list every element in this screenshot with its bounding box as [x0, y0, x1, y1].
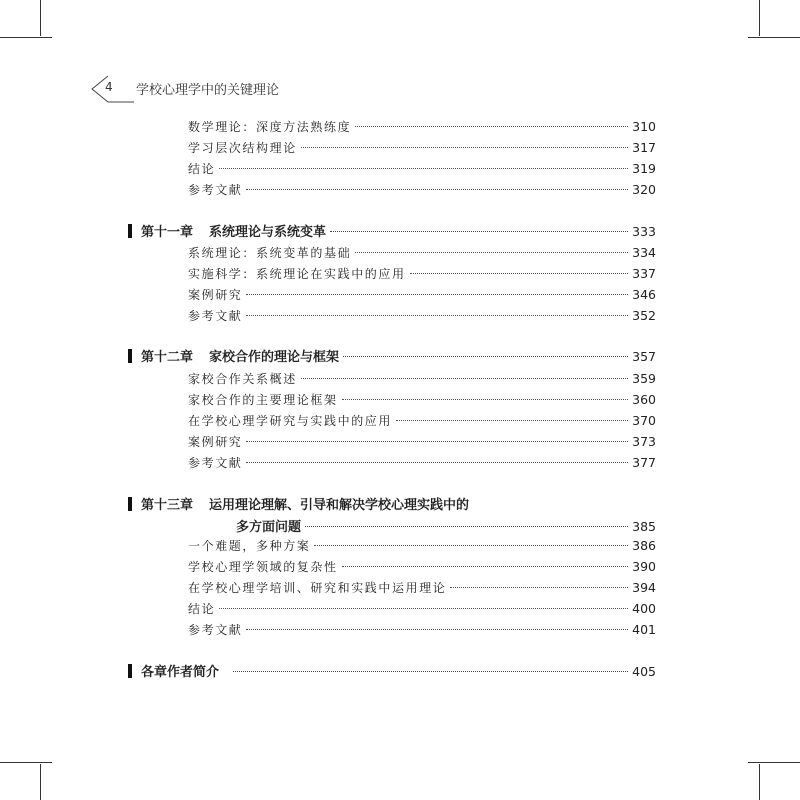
toc-entry-page: 319 [632, 161, 656, 176]
toc-entry-title: 实施科学：系统理论在实践中的应用 [188, 267, 406, 281]
chapter-marker-bar [128, 664, 132, 678]
toc-entry-title: 一个难题，多种方案 [188, 539, 311, 553]
toc-entry-page: 359 [632, 371, 656, 386]
toc-entry [188, 412, 656, 432]
toc-entry-page: 386 [632, 538, 656, 553]
toc-entry-page: 373 [632, 434, 656, 449]
dot-leader [246, 462, 628, 463]
chapter-title: 系统理论与系统变革 [209, 225, 327, 240]
running-header [86, 74, 306, 104]
toc-entry-title: 案例研究 [188, 288, 243, 302]
toc-entry [188, 244, 656, 264]
toc-entry-title: 系统理论：系统变革的基础 [188, 246, 352, 260]
toc-entry-page: 310 [632, 119, 656, 134]
toc-entry-page: 390 [632, 559, 656, 574]
toc-entry [188, 286, 656, 306]
toc-entry [188, 558, 656, 578]
toc-entry-title: 参考文献 [188, 623, 243, 637]
page-number: 4 [105, 80, 113, 94]
toc-entry-title: 学校心理学领域的复杂性 [188, 560, 338, 574]
chapter-marker-bar [128, 349, 132, 363]
dot-leader [314, 545, 628, 546]
toc-entry-page: 352 [632, 308, 656, 323]
toc-entry [188, 537, 656, 557]
chapter-marker-bar [128, 224, 132, 238]
authors-heading [128, 661, 656, 681]
chapter-page: 357 [632, 349, 656, 364]
crop-mark [40, 0, 41, 36]
toc-entry-page: 394 [632, 580, 656, 595]
toc-entry-title: 数学理论：深度方法熟练度 [188, 120, 352, 134]
toc-entry-page: 317 [632, 140, 656, 155]
toc-entry [188, 600, 656, 620]
dot-leader [219, 608, 628, 609]
toc-entry-page: 377 [632, 455, 656, 470]
dot-leader [343, 356, 628, 357]
chapter-page: 385 [632, 519, 656, 534]
crop-mark [759, 0, 760, 36]
toc-entry [188, 118, 656, 138]
toc-entry-page: 337 [632, 266, 656, 281]
authors-page: 405 [632, 664, 656, 679]
toc-entry-title: 结论 [188, 162, 216, 176]
dot-leader [246, 315, 628, 316]
dot-leader [246, 294, 628, 295]
toc-entry-page: 401 [632, 622, 656, 637]
toc-entry-title: 在学校心理学培训、研究和实践中运用理论 [188, 581, 447, 595]
toc-entry [188, 391, 656, 411]
running-title: 学校心理学中的关键理论 [136, 83, 280, 98]
toc-entry-title: 结论 [188, 602, 216, 616]
toc-entry-title: 参考文献 [188, 183, 243, 197]
toc-entry-page: 320 [632, 182, 656, 197]
chapter-heading-13-continued [236, 516, 656, 536]
dot-leader [246, 189, 628, 190]
dot-leader [246, 629, 628, 630]
toc-entry-title: 参考文献 [188, 456, 243, 470]
chapter-heading-11 [128, 221, 656, 241]
toc-entry [188, 621, 656, 641]
chapter-heading-13 [128, 494, 656, 514]
crop-mark [40, 764, 41, 800]
toc-entry-page: 360 [632, 392, 656, 407]
dot-leader [355, 252, 628, 253]
toc-entry-page: 370 [632, 413, 656, 428]
chapter-page: 333 [632, 224, 656, 239]
toc-entry-title: 参考文献 [188, 309, 243, 323]
toc-entry-title: 案例研究 [188, 435, 243, 449]
toc-entry-title: 家校合作关系概述 [188, 372, 297, 386]
crop-mark [759, 764, 760, 800]
chapter-number: 第十一章 [141, 225, 194, 240]
chapter-marker-bar [128, 497, 132, 511]
crop-mark [0, 762, 52, 763]
chapter-number: 第十二章 [141, 350, 194, 365]
toc-entry [188, 265, 656, 285]
dot-leader [233, 671, 628, 672]
dot-leader [219, 168, 628, 169]
toc-entry [188, 370, 656, 390]
toc-entry [188, 454, 656, 474]
dot-leader [355, 126, 628, 127]
chapter-heading-12 [128, 346, 656, 366]
toc-entry-page: 400 [632, 601, 656, 616]
dot-leader [330, 231, 628, 232]
chapter-title-line2: 多方面问题 [236, 520, 302, 535]
dot-leader [246, 441, 628, 442]
dot-leader [342, 566, 629, 567]
toc-entry [188, 307, 656, 327]
toc-entry-page: 334 [632, 245, 656, 260]
toc-entry [188, 181, 656, 201]
toc-entry-title: 家校合作的主要理论框架 [188, 393, 338, 407]
toc-entry [188, 139, 656, 159]
toc-entry-title: 学习层次结构理论 [188, 141, 297, 155]
toc-entry [188, 160, 656, 180]
crop-mark [748, 762, 800, 763]
chapter-number: 第十三章 [141, 498, 194, 513]
toc-entry [188, 579, 656, 599]
authors-title: 各章作者简介 [141, 665, 220, 680]
dot-leader [450, 587, 628, 588]
dot-leader [410, 273, 629, 274]
toc-entry-title: 在学校心理学研究与实践中的应用 [188, 414, 393, 428]
crop-mark [748, 37, 800, 38]
dot-leader [305, 526, 628, 527]
toc-entry [188, 433, 656, 453]
dot-leader [342, 399, 629, 400]
toc-entry-page: 346 [632, 287, 656, 302]
dot-leader [301, 378, 628, 379]
chapter-title-line1: 运用理论理解、引导和解决学校心理实践中的 [209, 498, 470, 513]
chapter-title: 家校合作的理论与框架 [209, 350, 340, 365]
crop-mark [0, 37, 52, 38]
dot-leader [301, 147, 628, 148]
dot-leader [396, 420, 628, 421]
